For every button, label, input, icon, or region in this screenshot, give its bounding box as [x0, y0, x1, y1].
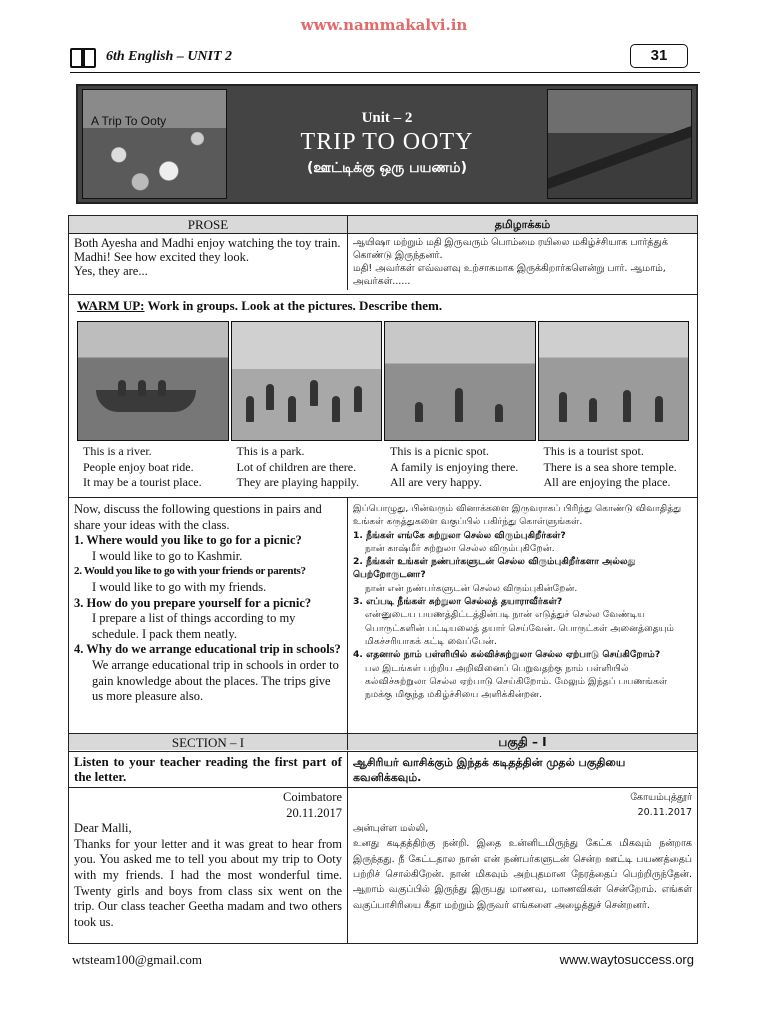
caption-line: It may be a tourist place. — [83, 475, 202, 489]
prose-english — [69, 234, 348, 290]
answer-3: I prepare a list of things according to my schedule. I pack them neatly. — [92, 611, 296, 641]
letter-salutation: Dear Malli, — [74, 821, 132, 836]
tourist-spot-picture — [538, 321, 690, 441]
caption-line: This is a tourist spot. — [543, 444, 644, 458]
book-icon — [70, 48, 94, 66]
picnic-spot-picture — [384, 321, 536, 441]
answer-4: We arrange educational trip in schools in order to gain knowledge about the places. The trips give us more pleasure also. — [92, 657, 339, 704]
boat-shape — [96, 390, 196, 412]
discussion-tamil — [348, 498, 697, 733]
answer-3-tamil: என்னுடைய பயணத்திட்டத்தின்படி நான் எடுத்துச் செல்ல வேண்டிய பொருட்களின் பட்டியலைத் தயார் செய்வேன். பொருட்கள் அனைத்தையும் மிகச்சரியாகக் கட்டி வைப்பேன். — [365, 609, 675, 647]
question-4: 4. Why do we arrange educational trip in schools? — [74, 642, 341, 657]
tourist-figure — [589, 398, 597, 422]
page-header — [70, 44, 700, 72]
section-heading-row — [68, 734, 698, 752]
caption-line: This is a river. — [83, 444, 152, 458]
discussion-english — [69, 498, 348, 733]
caption-line: This is a park. — [236, 444, 305, 458]
unit-title-block — [233, 86, 541, 202]
question-1: 1. Where would you like to go for a picnic? — [74, 533, 302, 548]
header-divider — [70, 72, 700, 73]
question-1-tamil: 1. நீங்கள் எங்கே சுற்றுலா செல்ல விரும்புகிறீர்கள்? — [353, 529, 566, 541]
discussion-intro: Now, discuss the following questions in pairs and share your ideas with the class. — [74, 502, 322, 532]
discussion-intro-tamil: இப்பொழுது, பின்வரும் வினாக்களை இருவராகப் பிரிந்து கொண்டு விவாதித்து உங்கள் கருத்துகளை வகுப்பில் பகிர்ந்து கொள்ளுங்கள். — [353, 503, 682, 528]
unit-title: TRIP TO OOTY — [300, 129, 474, 155]
letter-place-tamil: கோயம்புத்தூர் — [630, 792, 692, 803]
image-caption: A Trip To Ooty — [91, 114, 167, 128]
letter-english — [69, 788, 348, 943]
tourist-figure — [623, 390, 631, 422]
unit-title-tamil: (ஊட்டிக்கு ஒரு பயணம்) — [307, 160, 467, 176]
letter-table — [68, 788, 698, 944]
caption-line: Lot of children are there. — [236, 459, 357, 474]
question-4-tamil: 4. எதனால் நாம் பள்ளியில் கல்விச்சுற்றுலா செல்ல ஏற்பாடு செய்கிறோம்? — [353, 649, 661, 661]
caption-park — [231, 444, 383, 491]
caption-line: All are enjoying the place. — [543, 475, 671, 489]
prose-line: Madhi! See how excited they look. — [74, 250, 249, 264]
section-heading: SECTION – I — [69, 734, 348, 750]
warm-up-pictures — [77, 321, 689, 441]
caption-tourist — [538, 444, 690, 491]
caption-line: People enjoy boat ride. — [83, 459, 194, 474]
answer-1-tamil: நான் காஷ்மீர் சுற்றுலா செல்ல விரும்புகிறேன். — [365, 542, 555, 554]
child-figure — [266, 384, 274, 410]
listen-instruction: Listen to your teacher reading the first part of the letter. — [69, 752, 348, 787]
prose-line: Yes, they are... — [74, 264, 148, 278]
family-figure — [455, 388, 463, 422]
caption-river — [77, 444, 229, 491]
person-figure — [138, 380, 146, 396]
caption-line: They are playing happily. — [236, 475, 360, 489]
letter-body-tamil: உனது கடிதத்திற்கு நன்றி. இதை உன்னிடமிருந்து கேட்க மிகவும் நன்றாக இருந்தது. நீ கேட்டதால நான் என் நண்பர்களுடன் சென்ற ஊட்டி பயணத்தைப் பற்றிச் சொல்கிறேன். நான் மிகவும் அற்புதமான நேரத்தைப் பெற்றிருந்தேன். ஆறாம் வகுப்பில் இருந்து இருபது மாணவ, மாணவிகள் சென்றோம். எங்கள் வகுப்பாசிரியை கீதா மற்றும் இருவர் எங்களை அழைத்துச் சென்றனர். — [353, 838, 692, 911]
footer-email[interactable]: wtsteam100@gmail.com — [72, 952, 203, 967]
toy-train-image — [547, 89, 692, 199]
prose-tamil — [348, 234, 697, 290]
unit-number: Unit – 2 — [361, 110, 413, 126]
footer-website[interactable]: www.waytosuccess.org — [559, 952, 694, 967]
caption-line: There is a sea shore temple. — [543, 459, 677, 474]
letter-body: Thanks for your letter and it was great to hear from you. You asked me to tell you about my trip to Ooty with my friends. I had the most wonderful time. Twenty girls and boys from class six went on the trip. Our class teacher Geetha madam and two others took us. — [74, 836, 342, 929]
prose-tamil-line: மதி! அவர்கள் எவ்வளவு உற்சாகமாக இருக்கிறார்களென்று பார். ஆமாம், அவர்கள்...... — [353, 263, 666, 287]
child-figure — [246, 396, 254, 422]
letter-tamil — [348, 788, 697, 943]
prose-table — [68, 215, 698, 295]
question-2: 2. Would you like to go with your friends or parents? — [74, 565, 306, 578]
child-figure — [354, 386, 362, 412]
child-figure — [332, 396, 340, 422]
letter-date-tamil: 20.11.2017 — [637, 807, 692, 819]
letter-date: 20.11.2017 — [286, 805, 342, 820]
family-figure — [415, 402, 423, 422]
warm-up-instruction — [69, 295, 697, 317]
unit-banner — [76, 84, 698, 204]
answer-2-tamil: நான் என் நண்பர்களுடன் செல்ல விரும்புகின்றேன். — [365, 582, 578, 594]
child-figure — [310, 380, 318, 406]
watermark-url[interactable]: www.nammakalvi.in — [300, 16, 468, 34]
person-figure — [118, 380, 126, 396]
answer-1: I would like to go to Kashmir. — [92, 548, 243, 563]
answer-2: I would like to go with my friends. — [92, 579, 267, 594]
tourist-figure — [559, 392, 567, 422]
warm-up-captions — [77, 444, 689, 491]
listen-instruction-tamil: ஆசிரியர் வாசிக்கும் இந்தக் கடிதத்தின் முதல் பகுதியை கவனிக்கவும். — [353, 756, 626, 784]
child-figure — [288, 396, 296, 422]
page-number: 31 — [630, 44, 688, 68]
family-figure — [495, 404, 503, 422]
warm-up-section — [68, 295, 698, 498]
discussion-table — [68, 498, 698, 734]
tamil-translation-heading: தமிழாக்கம் — [494, 218, 551, 231]
letter-salutation-tamil: அன்புள்ள மல்லி, — [353, 822, 429, 834]
caption-picnic — [384, 444, 536, 491]
section-heading-tamil: பகுதி – I — [498, 735, 547, 749]
prose-heading: PROSE — [69, 216, 348, 233]
listen-instruction-row — [68, 752, 698, 788]
warm-up-label: WARM UP: — [77, 298, 145, 313]
question-2-tamil: 2. நீங்கள் உங்கள் நண்பர்களுடன் செல்ல விரும்புகிறீர்களா அல்லது பெற்றோருடனா? — [353, 556, 636, 581]
question-3: 3. How do you prepare yourself for a picnic? — [74, 595, 312, 610]
tourist-figure — [655, 396, 663, 422]
answer-4-tamil: பல இடங்கள் பற்றிய அறிவினைப் பெறுவதற்கு நாம் பள்ளியில் கல்விச்சுற்றுலா செல்ல ஏற்பாடு செய்கிறோம். மேலும் இந்தப் பயணங்கள் நமக்கு மிகுந்த மகிழ்ச்சியை அளிக்கின்றன. — [365, 662, 668, 701]
park-picture — [231, 321, 383, 441]
caption-line: All are very happy. — [390, 475, 482, 489]
river-boat-picture — [77, 321, 229, 441]
caption-line: This is a picnic spot. — [390, 444, 489, 458]
letter-place: Coimbatore — [282, 790, 342, 804]
caption-line: A family is enjoying there. — [390, 459, 519, 474]
book-unit-label: 6th English – UNIT 2 — [106, 49, 233, 64]
person-figure — [158, 380, 166, 396]
prose-tamil-line: ஆயிஷா மற்றும் மதி இருவரும் பொம்மை ரயிலை மகிழ்ச்சியாக பார்த்துக் கொண்டு இருந்தனர். — [353, 237, 668, 261]
prose-line: Both Ayesha and Madhi enjoy watching the toy train. — [74, 236, 341, 250]
warm-up-text: Work in groups. Look at the pictures. Describe them. — [144, 298, 443, 313]
flower-garden-image — [82, 89, 227, 199]
question-3-tamil: 3. எப்படி நீங்கள் சுற்றுலா செல்லத் தயாராவீர்கள்? — [353, 596, 563, 608]
